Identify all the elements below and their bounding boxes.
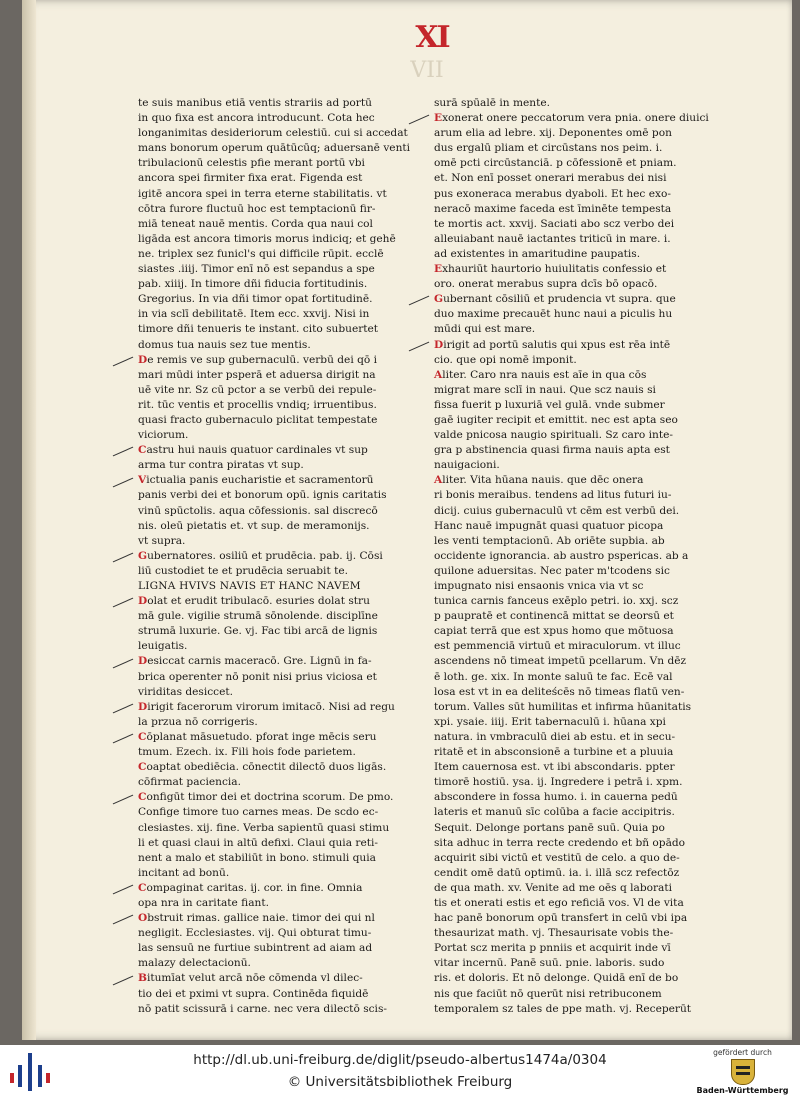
text-line: leuigatis. bbox=[138, 640, 188, 653]
text-line: rit. tūc ventis et procellis vndiq; irruentibus. bbox=[138, 398, 377, 411]
text-line-rest: itumīat velut arcā nōe cōmenda vl dilec- bbox=[146, 972, 363, 985]
text-line: losa est vt in ea deliteścēs nō timeas flatū ven- bbox=[434, 685, 685, 698]
text-line: thesaurizat math. vj. Thesaurisate vobis the- bbox=[434, 927, 674, 940]
text-line: omē pcti circūstanciā. p cōfessionē et pniam. bbox=[434, 157, 677, 170]
text-line: natura. in vmbraculū diei ab estu. et in secu- bbox=[434, 730, 676, 743]
text-line bbox=[138, 790, 394, 805]
text-line: est pemmenciā virtuū et miraculorum. vt illuc bbox=[434, 640, 681, 653]
text-line: liū custodiet te et prudēcia seruabit te. bbox=[138, 564, 348, 577]
text-line: capiat terrā que est xpus homo que mōtuosa bbox=[434, 625, 674, 638]
text-line: sita adhuc in terra recte credendo et bñ opādo bbox=[434, 836, 686, 849]
text-line-rest: ictualia panis eucharistie et sacramentorū bbox=[146, 474, 374, 487]
text-line bbox=[138, 353, 377, 368]
text-line: la przua nō corrigeris. bbox=[138, 715, 258, 728]
text-line-rest: irigit facerorum virorum imitacō. Nisi ad regu bbox=[147, 700, 395, 713]
text-line: te suis manibus etiā ventis strariis ad portū bbox=[138, 97, 372, 109]
text-line: quilone aduersitas. Nec pater m'tcodens sic bbox=[434, 564, 670, 577]
text-line: viciorum. bbox=[138, 429, 189, 442]
text-line: miā teneat nauē mentis. Corda qua naui col bbox=[138, 217, 373, 230]
copyright-notice: © Universitätsbibliothek Freiburg bbox=[287, 1074, 513, 1090]
rubric-initial: C bbox=[138, 730, 147, 743]
text-line: hac panē bonorum opū transfert in celū vbi ipa bbox=[434, 912, 688, 925]
text-line: ascendens nō timeat impetū pcellarum. Vn dēz bbox=[434, 655, 687, 668]
text-line: ne. triplex sez funicl's qui difficile rūpit. ecclē bbox=[138, 247, 384, 260]
text-line: viriditas desiccet. bbox=[138, 685, 234, 698]
text-line: longanimitas desideriorum celestiū. cui si accedat bbox=[138, 127, 408, 140]
text-line: nent a malo et stabiliūt in bono. stimuli quia bbox=[138, 851, 376, 864]
text-line: duo maxime precauēt hunc naui a piculis hu bbox=[434, 308, 673, 321]
text-line bbox=[434, 262, 672, 277]
text-line: les venti temptacionū. Ab oriēte supbia. ab bbox=[434, 534, 665, 547]
text-line-rest: oaptat obediēcia. cōnectit dilectō duos ligās. bbox=[146, 761, 387, 774]
text-line: occidente ignorancia. ab austro pspericas. ab a bbox=[434, 549, 689, 562]
text-line: panis verbi dei et bonorum opū. ignis caritatis bbox=[138, 489, 387, 502]
text-line: uē vite nr. Sz cū pctor a se verbū dei repule- bbox=[138, 383, 377, 396]
text-line: valde pnicosa naugio spirituali. Sz caro inte- bbox=[434, 429, 673, 442]
rubric-initial: O bbox=[138, 912, 148, 925]
text-line: et. Non enī posset onerari merabus dei nisi bbox=[434, 172, 667, 185]
text-line-rest: onfigūt timor dei et doctrina scorum. De pmo. bbox=[146, 791, 394, 804]
text-line-rest: xonerat onere peccatorum vera pnia. onere diuici bbox=[442, 112, 709, 125]
page-spine-shadow bbox=[22, 0, 36, 1040]
rubric-initial: A bbox=[434, 368, 443, 381]
text-line: strumā luxurie. Ge. vj. Fac tibi arcā de lignis bbox=[138, 625, 378, 638]
text-line bbox=[138, 881, 374, 896]
text-line: quasi fracto gubernaculo piclitat tempestate bbox=[138, 413, 378, 426]
text-line: opa nra in caritate fiant. bbox=[138, 896, 269, 909]
text-line: tio dei et pximi vt supra. Continēda fiquidē bbox=[138, 987, 369, 1000]
text-line bbox=[138, 760, 387, 775]
text-line: li et quasi claui in altū defixi. Claui quia reti- bbox=[138, 836, 378, 849]
rubric-initial: C bbox=[138, 881, 147, 894]
text-line bbox=[138, 473, 374, 488]
text-line bbox=[138, 700, 395, 715]
funder-name: Baden-Württemberg bbox=[696, 1086, 789, 1095]
text-line-rest: irigit ad portū salutis qui xpus est rēa intē bbox=[443, 338, 671, 351]
text-line: ris. et doloris. Et nō delonge. Quidā enī de bo bbox=[434, 972, 679, 985]
text-line: tmum. Ezech. ix. Fili hois fode parietem. bbox=[138, 746, 356, 759]
text-line-rest: liter. Caro nra nauis est aīe in qua cōs bbox=[442, 368, 647, 381]
text-line-rest: astru hui nauis quatuor cardinales vt sup bbox=[146, 444, 368, 457]
rubric-initial: C bbox=[138, 761, 147, 774]
text-line: cōtra furore fluctuū hoc est temptacionū fir- bbox=[138, 202, 376, 215]
text-line: dus ergalū pliam et circūstans nos peim. i. bbox=[434, 142, 663, 155]
text-line: acquirit sibi victū et vestitū de celo. a quo de- bbox=[434, 851, 680, 864]
text-line bbox=[138, 654, 374, 669]
text-column-right bbox=[434, 96, 709, 1017]
text-line: nauigacioni. bbox=[434, 459, 500, 472]
folio-bleed-through: VII bbox=[410, 58, 444, 83]
text-line: Item cauernosa est. vt ibi abscondaris. ppter bbox=[434, 761, 675, 774]
text-line: cendit omē datū optimū. ia. i. illā scz refectōz bbox=[434, 866, 680, 879]
rubric-initial: G bbox=[138, 549, 148, 562]
text-line bbox=[138, 971, 374, 986]
text-line: pus exoneraca merabus dyaboli. Et hec exo- bbox=[434, 187, 671, 200]
text-line-rest: xhauriūt haurtorio huiulitatis confessio et bbox=[442, 263, 667, 276]
text-line: Confige timore tuo carnes meas. De scdo ec- bbox=[138, 806, 379, 819]
text-line: Portat scz merita p pnniis et acquirit inde vī bbox=[434, 942, 671, 955]
text-line-rest: ompaginat caritas. ij. cor. in fine. Omnia bbox=[146, 881, 363, 894]
text-line-rest: e remis ve sup gubernaculū. verbū dei qō i bbox=[147, 353, 377, 366]
text-line: migrat mare sclī in naui. Que scz nauis si bbox=[434, 383, 656, 396]
text-line-rest: ubernant cōsiliū et prudencia vt supra. que bbox=[443, 293, 676, 306]
text-line: igitē ancora spei in terra eterne stabilitatis. vt bbox=[138, 187, 387, 200]
text-line: brica operenter nō ponit nisi prius viciosa et bbox=[138, 670, 377, 683]
text-line: vt supra. bbox=[138, 534, 186, 547]
text-line: in via sclī debilitatē. Item ecc. xxvij. Nisi in bbox=[138, 308, 370, 321]
rubric-initial: D bbox=[138, 595, 148, 608]
text-line: xpi. ysaie. iiij. Erit tabernaculū i. hūana xpi bbox=[434, 715, 666, 728]
rubric-initial: C bbox=[138, 791, 147, 804]
text-line: nis. oleū pietatis et. vt sup. de meramonijs. bbox=[138, 519, 370, 532]
text-line: ligāda est ancora timoris morus indiciq; et gehē bbox=[138, 232, 396, 245]
text-line bbox=[138, 443, 374, 458]
text-line: mūdi qui est mare. bbox=[434, 323, 536, 336]
rubric-initial: E bbox=[434, 112, 443, 125]
text-line-rest: esiccat carnis maceracō. Gre. Lignū in fa- bbox=[147, 655, 372, 668]
text-line: cōfirmat paciencia. bbox=[138, 776, 241, 789]
text-line: ancora spei firmiter fixa erat. Figenda est bbox=[138, 172, 363, 185]
text-line: temporalem sz tales de ppe math. vj. Receperūt bbox=[434, 1002, 692, 1015]
text-line: ad existentes in amaritudine paupatis. bbox=[434, 247, 641, 260]
text-line: mans bonorum operum quātūcūq; aduersanē venti bbox=[138, 142, 411, 155]
text-line: pab. xiiij. In timore dñi fiducia fortitudinis. bbox=[138, 278, 368, 291]
text-line: torum. Valles sūt humilitas et infirma hūanitatis bbox=[434, 700, 692, 713]
text-line: alleuiabant nauē iactantes triticū in mare. i. bbox=[434, 232, 671, 245]
text-line bbox=[434, 111, 709, 126]
text-line: incitant ad bonū. bbox=[138, 866, 230, 879]
text-line: nō patit scissurā i carne. nec vera dilectō scis- bbox=[138, 1002, 387, 1015]
text-line: siastes .iiij. Timor enī nō est sepandus a spe bbox=[138, 263, 375, 276]
text-line: gaē iugiter recipit et emittit. nec est apta seo bbox=[434, 413, 678, 426]
text-line: impugnato nisi ensaonis vnica via vt sc bbox=[434, 580, 644, 592]
text-line: dicij. cuius gubernaculū vt cēm est verbū dei. bbox=[434, 504, 680, 517]
text-line: abscondere in fossa humo. i. in cauerna pedū bbox=[434, 791, 678, 804]
text-line: lateris et manuū sīc colūba a facie accipitris. bbox=[434, 806, 675, 819]
text-line: ē loth. ge. xix. In monte saluū te fac. Ecē val bbox=[434, 670, 673, 683]
text-line: tis et onerati estis et ego reficiā vos. Vl de vita bbox=[434, 896, 684, 909]
text-line: tribulacionū celestis pfie merant portū vbi bbox=[138, 157, 365, 170]
text-line: Hanc nauē impugnāt quasi quatuor picopa bbox=[434, 519, 664, 532]
text-column-left bbox=[138, 96, 411, 1017]
text-line bbox=[434, 292, 676, 307]
text-line bbox=[138, 594, 374, 609]
text-line: gra p abstinencia quasi firma nauis apta est bbox=[434, 444, 670, 457]
text-line bbox=[138, 549, 383, 564]
text-line: cio. que opi nomē imponit. bbox=[434, 353, 577, 366]
rubric-initial: V bbox=[138, 474, 147, 487]
rubric-initial: A bbox=[434, 474, 443, 487]
text-line: fissa fuerit p luxuriā vel gulā. vnde submer bbox=[434, 398, 665, 411]
rubric-initial: D bbox=[138, 655, 148, 668]
text-line: Sequit. Delonge portans panē suū. Quia po bbox=[434, 821, 665, 834]
text-line bbox=[138, 911, 374, 926]
text-line: clesiastes. xij. fine. Verba sapientū quasi stimu bbox=[138, 821, 390, 834]
text-line: las sensuū ne furtiue subintrent ad aiam ad bbox=[138, 942, 373, 955]
text-line: negligit. Ecclesiastes. vij. Qui obturat timu- bbox=[138, 927, 372, 940]
text-line-rest: liter. Vita hūana nauis. que dēc onera bbox=[442, 474, 644, 487]
text-line: mari mūdi inter psperā et aduersa dirigit na bbox=[138, 368, 376, 381]
rubric-initial: G bbox=[434, 293, 444, 306]
text-line: mā gule. vigilie strumā sōnolende. disciplīne bbox=[138, 610, 378, 623]
folio-number: XI bbox=[415, 20, 449, 55]
text-line bbox=[434, 473, 672, 488]
text-line: vitar incernū. Panē suū. pnie. laboris. sudo bbox=[434, 957, 665, 970]
text-line: timore dñi tenueris te instant. cito subuertet bbox=[138, 323, 379, 336]
text-line-rest: olat et erudit tribulacō. esuries dolat stru bbox=[147, 595, 370, 608]
text-line-rest: ubernatores. osiliū et prudēcia. pab. ij. Cōsi bbox=[147, 549, 383, 562]
rubric-initial: D bbox=[138, 700, 148, 713]
text-line: nis que faciūt nō querūt nisi retribuconem bbox=[434, 987, 662, 1000]
rubric-initial: E bbox=[434, 263, 443, 276]
text-line-rest: ōplanat māsuetudo. pforat inge mēcis seru bbox=[146, 730, 377, 743]
text-line: Gregorius. In via dñi timor opat fortitudinē. bbox=[138, 293, 373, 306]
text-line: neracō maxime faceda est īminēte tempesta bbox=[434, 202, 672, 215]
text-line: ri bonis meraibus. tendens ad litus futuri iu- bbox=[434, 489, 672, 502]
text-line: tunica carnis fanceus exēplo petri. io. xxj. scz bbox=[434, 595, 679, 608]
text-line: vinū spūctolis. aqua cōfessionis. sal discrecō bbox=[138, 504, 378, 517]
text-line bbox=[138, 730, 377, 745]
text-line: oro. onerat merabus supra dcīs bō opacō. bbox=[434, 278, 658, 291]
text-line bbox=[434, 368, 672, 383]
funded-by-label: gefördert durch bbox=[713, 1048, 772, 1057]
baden-wuerttemberg-crest-icon bbox=[731, 1059, 755, 1085]
rubric-initial: D bbox=[434, 338, 444, 351]
funding-credit bbox=[690, 1048, 795, 1095]
text-line: timorē hostiū. ysa. ij. Ingredere i petrā i. xpm. bbox=[434, 776, 683, 789]
text-line: ritatē et in absconsionē a turbine et a pluuia bbox=[434, 746, 674, 759]
text-line bbox=[434, 338, 672, 353]
text-line: in quo fixa est ancora introducunt. Cota hec bbox=[138, 112, 375, 125]
text-line: LIGNA HVIVS NAVIS ET HANC NAVEM bbox=[138, 580, 361, 592]
text-line: surā spūalē in mente. bbox=[434, 97, 550, 109]
text-line: domus tua nauis sez tue mentis. bbox=[138, 338, 311, 351]
text-line: arma tur contra piratas vt sup. bbox=[138, 459, 304, 472]
rubric-initial: C bbox=[138, 444, 147, 457]
text-line: p paupratē et continencā mittat se deorsū et bbox=[434, 610, 674, 623]
text-line: arum elia ad lebre. xij. Deponentes omē pon bbox=[434, 127, 672, 140]
rubric-initial: B bbox=[138, 972, 147, 985]
permalink-url[interactable]: http://dl.ub.uni-freiburg.de/diglit/pseudo-albertus1474a/0304 bbox=[193, 1052, 607, 1068]
text-line: de qua math. xv. Venite ad me oēs q laborati bbox=[434, 881, 673, 894]
text-line: te mortis act. xxvij. Saciati abo scz verbo dei bbox=[434, 217, 675, 230]
rubric-initial: D bbox=[138, 353, 148, 366]
text-line-rest: bstruit rimas. gallice naie. timor dei qui nl bbox=[147, 912, 375, 925]
text-line: malazy delectacionū. bbox=[138, 957, 251, 970]
